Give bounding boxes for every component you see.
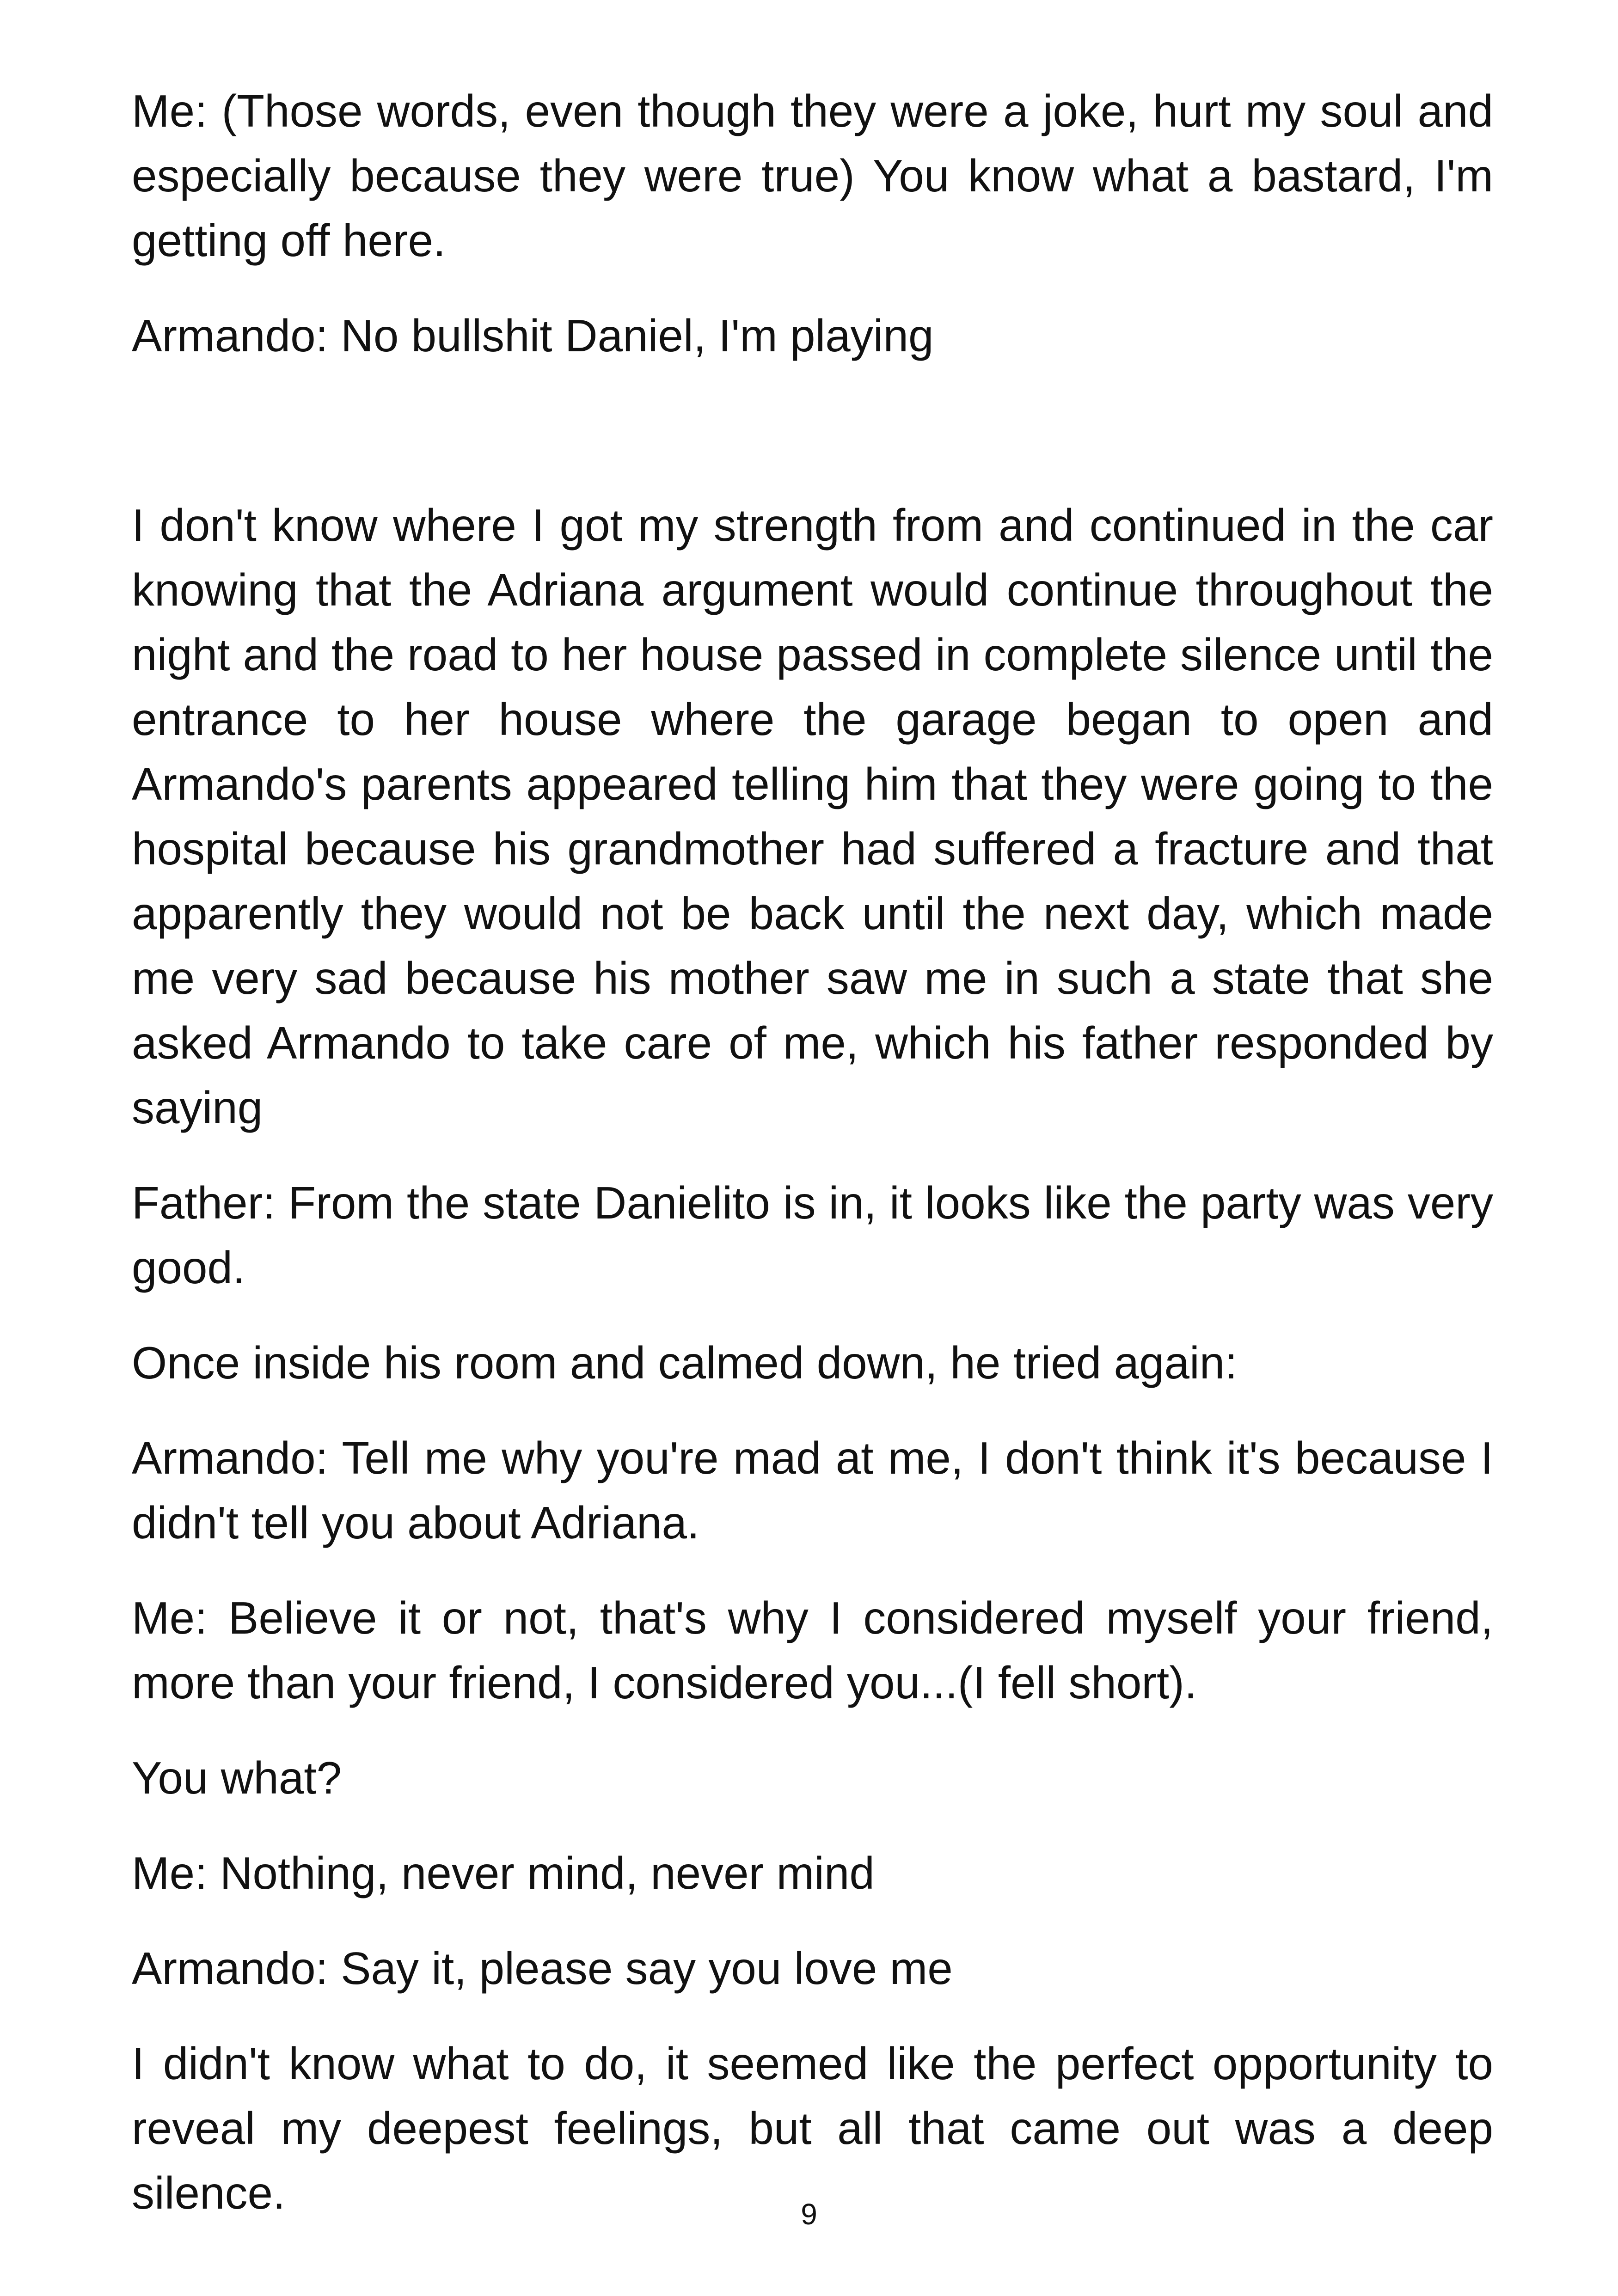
paragraph-11: I didn't know what to do, it seemed like the perfect opportunity to reveal my deepest feelings, but all that came out was a deep silence. bbox=[132, 2038, 1493, 2218]
paragraph-10: Armando: Say it, please say you love me bbox=[132, 1943, 953, 1994]
paragraph-5: Once inside his room and calmed down, he tried again: bbox=[132, 1337, 1238, 1388]
paragraph-2: Armando: No bullshit Daniel, I'm playing bbox=[132, 310, 934, 361]
paragraph-1: Me: (Those words, even though they were a joke, hurt my soul and especially because they were true) You know what a bastard, I'm getting off here. bbox=[132, 86, 1493, 266]
paragraph-7: Me: Believe it or not, that's why I considered myself your friend, more than your friend, I considered you...(I fell short). bbox=[132, 1592, 1493, 1708]
page-number: 9 bbox=[801, 2198, 817, 2231]
paragraph-9: Me: Nothing, never mind, never mind bbox=[132, 1848, 875, 1898]
paragraph-3: I don't know where I got my strength from and continued in the car knowing that the Adriana argument would continue throughout the night and the road to her house passed in complete silence until the entrance to her house where the garage began to open and Armando's parents appeared telling him that they were going to the hospital because his grandmother had suffered a fracture and that apparently they would not be back until the next day, which made me very sad because his mother saw me in such a state that she asked Armando to take care of me, which his father responded by saying bbox=[132, 500, 1493, 1133]
paragraph-6: Armando: Tell me why you're mad at me, I don't think it's because I didn't tell you about Adriana. bbox=[132, 1433, 1493, 1548]
paragraph-8: You what? bbox=[132, 1752, 342, 1803]
page-body bbox=[132, 79, 1493, 2256]
paragraph-4: Father: From the state Danielito is in, it looks like the party was very good. bbox=[132, 1177, 1493, 1293]
